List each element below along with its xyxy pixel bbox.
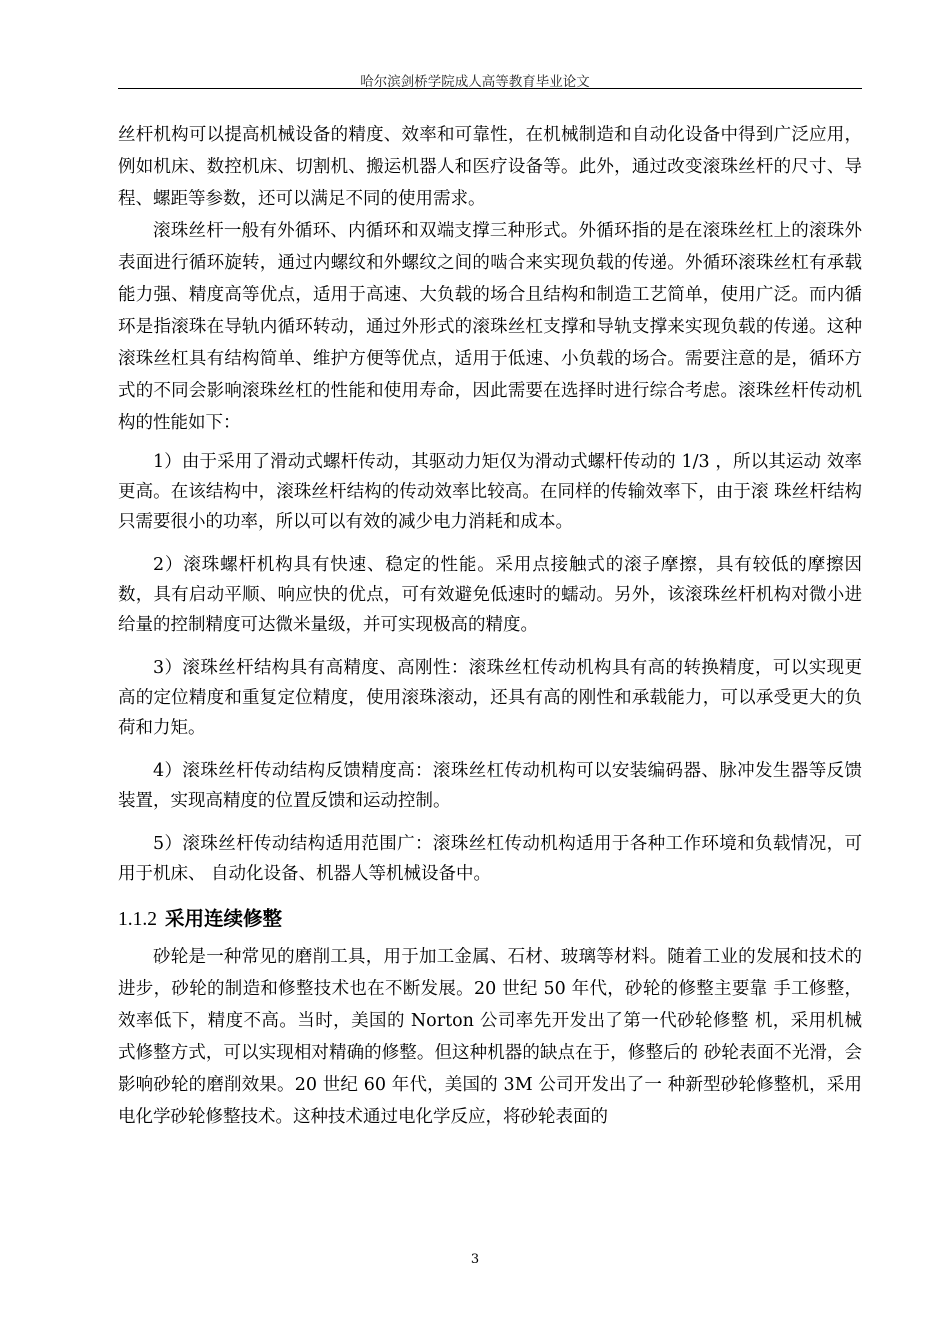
header-divider xyxy=(118,88,862,89)
list-item: 2）滚珠螺杆机构具有快速、稳定的性能。采用点接触式的滚子摩擦，具有较低的摩擦因数，具有启动平顺、响应快的优点，可有效避免低速时的蠕动。另外，该滚珠丝杆机构对微小进给量的控制精度可达微米量级，并可实现极高的精度。 xyxy=(118,555,862,635)
section-number: 1.1.2 xyxy=(118,909,157,930)
list-item: 1）由于采用了滑动式螺杆传动，其驱动力矩仅为滑动式螺杆传动的 1/3 ，所以其运动 效率更高。在该结构中，滚珠丝杆结构的传动效率比较高。在同样的传输效率下，由于滚 珠丝杆结构只需要很小的功率，所以可以有效的减少电力消耗和成本。 xyxy=(118,452,862,532)
running-header: 哈尔滨剑桥学院成人高等教育毕业论文 xyxy=(360,74,590,90)
list-item: 5）滚珠丝杆传动结构适用范围广：滚珠丝杠传动机构适用于各种工作环境和负载情况，可用于机床、 自动化设备、机器人等机械设备中。 xyxy=(118,834,862,884)
document-body xyxy=(118,119,862,1133)
section-paragraph: 砂轮是一种常见的磨削工具，用于加工金属、石材、玻璃等材料。随着工业的发展和技术的进步，砂轮的制造和修整技术也在不断发展。20 世纪 50 年代，砂轮的修整主要靠 手工修整，效率低下，精度不高。当时，美国的 Norton 公司率先开发出了第一代砂轮修整 机，采用机械式修整方式，可以实现相对精确的修整。但这种机器的缺点在于，修整后的 砂轮表面不光滑，会影响砂轮的磨削效果。20 世纪 60 年代，美国的 3M 公司开发出了一 种新型砂轮修整机，采用电化学砂轮修整技术。这种技术通过电化学反应，将砂轮表面的 xyxy=(118,947,862,1127)
section-title: 采用连续修整 xyxy=(165,907,283,930)
intro-paragraph: 丝杆机构可以提高机械设备的精度、效率和可靠性，在机械制造和自动化设备中得到广泛应用，例如机床、数控机床、切割机、搬运机器人和医疗设备等。此外，通过改变滚珠丝杆的尺寸、导程、螺距等参数，还可以满足不同的使用需求。 xyxy=(118,125,862,209)
performance-list xyxy=(118,447,862,889)
section-heading xyxy=(118,902,862,937)
list-item: 4）滚珠丝杆传动结构反馈精度高：滚珠丝杠传动机构可以安装编码器、脉冲发生器等反馈装置，实现高精度的位置反馈和运动控制。 xyxy=(118,761,862,811)
circulation-forms-paragraph: 滚珠丝杆一般有外循环、内循环和双端支撑三种形式。外循环指的是在滚珠丝杠上的滚珠外表面进行循环旋转，通过内螺纹和外螺纹之间的啮合来实现负载的传递。外循环滚珠丝杠有承载能力强、精度高等优点，适用于高速、大负载的场合且结构和制造工艺简单，使用广泛。而内循环是指滚珠在导轨内循环转动，通过外形式的滚珠丝杠支撑和导轨支撑来实现负载的传递。这种滚珠丝杠具有结构简单、维护方便等优点，适用于低速、小负载的场合。需要注意的是，循环方式的不同会影响滚珠丝杠的性能和使用寿命，因此需要在选择时进行综合考虑。滚珠丝杆传动机构的性能如下： xyxy=(118,221,862,433)
page-number: 3 xyxy=(470,1252,480,1267)
list-item: 3）滚珠丝杆结构具有高精度、高刚性：滚珠丝杠传动机构具有高的转换精度，可以实现更高的定位精度和重复定位精度，使用滚珠滚动，还具有高的刚性和承载能力，可以承受更大的负荷和力矩。 xyxy=(118,658,862,738)
